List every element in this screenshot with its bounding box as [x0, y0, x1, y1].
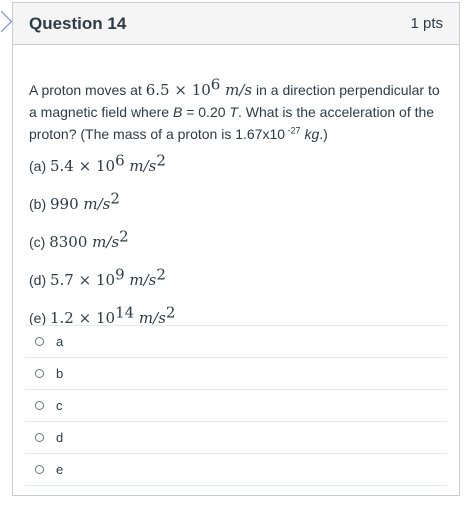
- question-header: [13, 3, 459, 45]
- answer-label[interactable]: a: [56, 334, 64, 349]
- field-value: = 0.20: [182, 104, 230, 120]
- unit-exponent: 2: [156, 151, 166, 170]
- answer-label[interactable]: e: [56, 462, 64, 477]
- times-sign: ×: [73, 309, 96, 327]
- question-title: Question 14: [29, 13, 127, 33]
- choice-exponent: 6: [115, 151, 125, 170]
- answer-option-a[interactable]: [25, 325, 447, 357]
- choice-exponent: 9: [115, 265, 125, 284]
- choice-base: 10: [95, 309, 116, 327]
- choice-unit: m/s: [78, 195, 111, 213]
- question-text-part: in a direction perpendicular to a magnetic field where: [29, 82, 440, 120]
- choice-mantissa: 5.4: [50, 157, 74, 175]
- unit-exponent: 2: [165, 303, 176, 322]
- choice-prefix: (e): [29, 310, 50, 326]
- choice-unit: m/s: [124, 271, 157, 289]
- choice-mantissa: 8300: [49, 233, 88, 251]
- answer-option-c[interactable]: [25, 389, 447, 421]
- choice-a: [29, 151, 443, 183]
- times-sign: ×: [169, 81, 192, 99]
- choice-mantissa: 990: [50, 195, 79, 213]
- field-symbol: B: [172, 104, 183, 120]
- answer-label[interactable]: d: [56, 430, 64, 445]
- question-card: [12, 2, 460, 496]
- times-sign: ×: [73, 271, 96, 289]
- answer-option-d[interactable]: [25, 421, 447, 453]
- speed-base: 10: [191, 81, 211, 99]
- unit-exponent: 2: [156, 265, 166, 284]
- unit-exponent: 2: [119, 227, 129, 246]
- field-unit: T: [229, 104, 238, 120]
- choice-b: [29, 189, 443, 221]
- answer-label[interactable]: c: [56, 398, 63, 413]
- radio-button[interactable]: [35, 369, 44, 378]
- speed-exponent: 6: [210, 75, 221, 94]
- speed-mantissa: 6.5: [145, 81, 170, 99]
- choice-prefix: (d): [29, 272, 50, 288]
- speed-unit: m/s: [220, 81, 253, 99]
- choice-c: [29, 227, 443, 259]
- mass-unit: kg: [300, 126, 320, 142]
- choice-unit: m/s: [134, 309, 166, 327]
- question-text: [29, 75, 443, 145]
- choice-exponent: 14: [115, 303, 135, 322]
- radio-button[interactable]: [35, 401, 44, 410]
- answer-list: [25, 325, 447, 486]
- radio-button[interactable]: [35, 465, 44, 474]
- question-text-part: A proton moves at: [29, 82, 146, 98]
- choice-prefix: (c): [29, 234, 50, 250]
- choice-prefix: (a): [29, 158, 50, 174]
- choice-base: 10: [95, 271, 116, 289]
- choice-d: [29, 265, 443, 297]
- choice-unit: m/s: [87, 233, 120, 251]
- choice-mantissa: 5.7: [50, 271, 74, 289]
- question-points: 1 pts: [410, 15, 443, 32]
- question-text-part: . What is the acceleration of the proton? (The mass of a proton is 1.67x10: [29, 104, 435, 142]
- chevron-right-icon: [0, 11, 12, 32]
- answer-option-e[interactable]: [25, 453, 447, 486]
- choice-list: [29, 151, 443, 335]
- question-text-part: .): [319, 126, 328, 142]
- times-sign: ×: [73, 157, 96, 175]
- question-body: [13, 45, 459, 335]
- mass-exponent: -27: [285, 125, 301, 136]
- choice-mantissa: 1.2: [50, 309, 74, 327]
- radio-button[interactable]: [35, 337, 44, 346]
- answer-option-b[interactable]: [25, 357, 447, 389]
- unit-exponent: 2: [110, 189, 120, 208]
- radio-button[interactable]: [35, 433, 44, 442]
- choice-prefix: (b): [29, 196, 50, 212]
- answer-label[interactable]: b: [56, 366, 64, 381]
- choice-base: 10: [95, 157, 116, 175]
- choice-unit: m/s: [124, 157, 157, 175]
